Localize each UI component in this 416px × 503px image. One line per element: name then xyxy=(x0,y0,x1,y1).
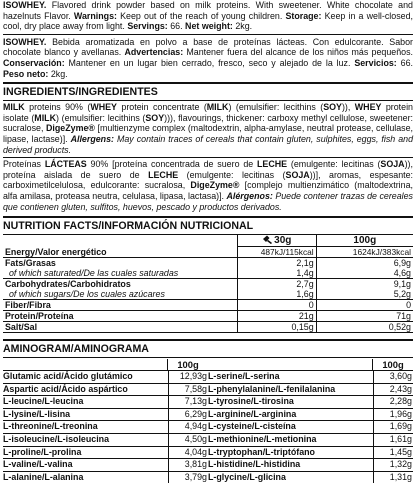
product-description-es: ISOWHEY. Bebida aromatizada en polvo a base de proteínas lácteas. Con edulcorante. Sabor chocolate blanco y avellanas. Advertencias: Mantener fuera del alcance de los niños más pequeños. Conservación: Mantener en un lugar bien cerrado, fresco, seco y alejado de la luz. Servicios: 66. Peso neto: 2kg. xyxy=(3,36,413,79)
amino-acid-value: 3,60g xyxy=(373,371,413,383)
amino-acid-name: L-phenylalanine/L-fenilalanina xyxy=(208,383,336,394)
brand-name: ISOWHEY. xyxy=(3,0,47,10)
brand-name: ISOWHEY. xyxy=(3,36,47,47)
serving-value: 2,1g xyxy=(237,258,316,269)
nutrition-row xyxy=(3,322,413,333)
aminogram-row xyxy=(3,420,208,433)
aminogram-row xyxy=(208,370,413,383)
nutrient-label: Carbohydrates/Carbohidratos xyxy=(3,279,237,290)
amino-acid-name: L-threonine/L-treonina xyxy=(3,421,98,432)
divider xyxy=(3,332,413,333)
amino-acid-value: 3,79g xyxy=(168,472,208,484)
nutrition-row xyxy=(3,311,413,322)
aminogram-title: AMINOGRAM/AMINOGRAMA xyxy=(3,343,149,356)
per-100g-value: 9,1g xyxy=(316,279,413,290)
aminogram-unit-header: 100g xyxy=(208,359,413,370)
amino-acid-name: L-glycine/L-glicina xyxy=(208,471,286,482)
aminogram-row xyxy=(208,420,413,433)
aminogram-left-column xyxy=(3,359,208,483)
per-100g-value: 5,2g xyxy=(316,289,413,300)
section-divider xyxy=(3,82,413,84)
serving-value: 0 xyxy=(237,300,316,311)
nutrition-row xyxy=(3,279,413,290)
amino-acid-name: L-arginine/L-arginina xyxy=(208,408,297,419)
aminogram-row xyxy=(3,408,208,421)
aminogram-right-column xyxy=(208,359,413,483)
amino-acid-name: L-tryptophan/L-triptófano xyxy=(208,446,315,457)
amino-acid-name: L-leucine/L-leucina xyxy=(3,396,84,407)
nutrient-label: Energy/Valor energético xyxy=(5,246,107,257)
amino-acid-value: 3,81g xyxy=(168,459,208,471)
nutrition-table xyxy=(3,235,413,332)
divider xyxy=(3,157,413,158)
amino-acid-value: 1,45g xyxy=(373,447,413,459)
aminogram-row xyxy=(208,471,413,484)
amino-acid-name: L-histidine/L-histidina xyxy=(208,459,301,470)
serving-value: 21g xyxy=(237,311,316,322)
divider xyxy=(3,357,413,358)
aminogram-table xyxy=(3,359,413,483)
scoop-icon xyxy=(262,235,272,244)
amino-acid-name: L-alanine/L-alanina xyxy=(3,471,84,482)
aminogram-row xyxy=(3,458,208,471)
aminogram-row xyxy=(3,383,208,396)
amino-acid-value: 1,31g xyxy=(373,472,413,484)
amino-acid-value: 12,93g xyxy=(168,371,208,383)
amino-acid-name: L-serine/L-serina xyxy=(208,371,280,382)
aminogram-row xyxy=(208,433,413,446)
amino-acid-value: 1,61g xyxy=(373,434,413,446)
serving-value: 1,4g xyxy=(237,268,316,279)
ingredients-en: MILK proteins 90% (WHEY protein concentrate (MILK) (emulsifier: lecithins (SOY)), WHEY protein isolate (MILK) (emulsifier: lecithins (SOY))), flavourings, thickener: carboxy methyl cellulose, sweetener: sucralose, DigeZyme® [multienzyme complex (maltodextrin, alpha-amylase, neutral protease, cellulase, lipase, lactase)]. Allergens: May contain traces of cereals that contain gluten, sulphites, eggs, fish and derived products. xyxy=(3,102,414,155)
nutrition-title: NUTRITION FACTS/INFORMACIÓN NUTRICIONAL xyxy=(3,220,254,233)
nutrient-label: Fats/Grasas xyxy=(3,258,237,269)
nutrient-label: Protein/Proteína xyxy=(3,311,237,322)
amino-acid-name: L-proline/L-prolina xyxy=(3,446,82,457)
aminogram-row xyxy=(208,408,413,421)
amino-acid-value: 4,04g xyxy=(168,447,208,459)
nutrient-label: of which saturated/De las cuales saturadas xyxy=(9,268,179,279)
amino-acid-name: L-cysteine/L-cisteína xyxy=(208,421,296,432)
serving-value: 487kJ/115kcal xyxy=(237,247,316,258)
per-100g-value: 71g xyxy=(316,311,413,322)
aminogram-row xyxy=(208,395,413,408)
per-100g-value: 0 xyxy=(316,300,413,311)
nutrient-label: of which sugars/De los cuales azúcares xyxy=(9,289,165,300)
section-divider xyxy=(3,216,413,218)
section-divider xyxy=(3,339,413,341)
product-description-en: ISOWHEY. Flavored drink powder based on milk proteins. With sweetener. White chocolate and hazelnuts Flavor. Warnings: Keep out of the reach of young children. Storage: Keep in a well-closed, cool, dry place away from light. Servings: 66. Net weight: 2kg. xyxy=(3,0,413,32)
amino-acid-name: L-valine/L-valina xyxy=(3,459,73,470)
aminogram-unit-header: 100g xyxy=(3,359,208,370)
divider xyxy=(3,100,413,101)
nutrient-label: Salt/Sal xyxy=(3,322,237,333)
amino-acid-value: 4,50g xyxy=(168,434,208,446)
divider xyxy=(3,34,413,35)
nutrition-row xyxy=(3,247,413,258)
amino-acid-value: 1,96g xyxy=(373,409,413,421)
amino-acid-name: L-isoleucine/L-isoleucina xyxy=(3,434,110,445)
serving-column-header: 30g xyxy=(237,235,316,247)
ingredients-title: INGREDIENTS/INGREDIENTES xyxy=(3,86,158,99)
amino-acid-name: L-lysine/L-lisina xyxy=(3,408,71,419)
per-100g-value: 6,9g xyxy=(316,258,413,269)
aminogram-row xyxy=(3,395,208,408)
amino-acid-name: Aspartic acid/Ácido aspártico xyxy=(3,383,128,394)
aminogram-row xyxy=(3,471,208,484)
serving-value: 2,7g xyxy=(237,279,316,290)
nutrition-row xyxy=(3,289,413,300)
amino-acid-value: 2,43g xyxy=(373,384,413,396)
aminogram-row xyxy=(3,433,208,446)
serving-value: 0,15g xyxy=(237,322,316,333)
per-100g-value: 4,6g xyxy=(316,268,413,279)
amino-acid-name: L-tyrosine/L-tirosina xyxy=(208,396,294,407)
ingredients-es: Proteínas LÁCTEAS 90% [proteína concentrada de suero de LECHE (emulgente: lecitinas (SOJA)), proteína aislada de suero de LECHE (emulgente: lecitinas (SOJA))], aromas, espesante: carboximetilcelulosa, edulcorante: sucralosa, DigeZyme® [complejo multienzimático (maltodextrina, alfa amilasa, proteasa neutra, celulasa, lipasa, lactasa)]. Alérgenos: Puede contener trazas de cereales que contienen gluten, sulfitos, huevos, pescado y productos derivados. xyxy=(3,159,413,212)
per-100g-value: 0,52g xyxy=(316,322,413,333)
amino-acid-value: 7,13g xyxy=(168,396,208,408)
amino-acid-value: 1,32g xyxy=(373,459,413,471)
amino-acid-value: 2,28g xyxy=(373,396,413,408)
nutrition-row xyxy=(3,300,413,311)
label-page xyxy=(3,0,413,483)
amino-acid-name: L-methionine/L-metionina xyxy=(208,434,317,445)
aminogram-row xyxy=(3,370,208,383)
amino-acid-value: 7,58g xyxy=(168,384,208,396)
nutrition-row xyxy=(3,268,413,279)
aminogram-row xyxy=(3,446,208,459)
per-100g-column-header: 100g xyxy=(316,235,413,247)
aminogram-row xyxy=(208,383,413,396)
nutrition-row xyxy=(3,258,413,269)
amino-acid-name: Glutamic acid/Ácido glutámico xyxy=(3,371,133,382)
aminogram-row xyxy=(208,458,413,471)
amino-acid-value: 1,69g xyxy=(373,421,413,433)
serving-value: 1,6g xyxy=(237,289,316,300)
amino-acid-value: 6,29g xyxy=(168,409,208,421)
amino-acid-value: 4,94g xyxy=(168,421,208,433)
aminogram-row xyxy=(208,446,413,459)
nutrition-header-row xyxy=(3,235,413,247)
per-100g-value: 1624kJ/383kcal xyxy=(316,247,413,258)
nutrient-label: Fiber/Fibra xyxy=(3,300,237,311)
